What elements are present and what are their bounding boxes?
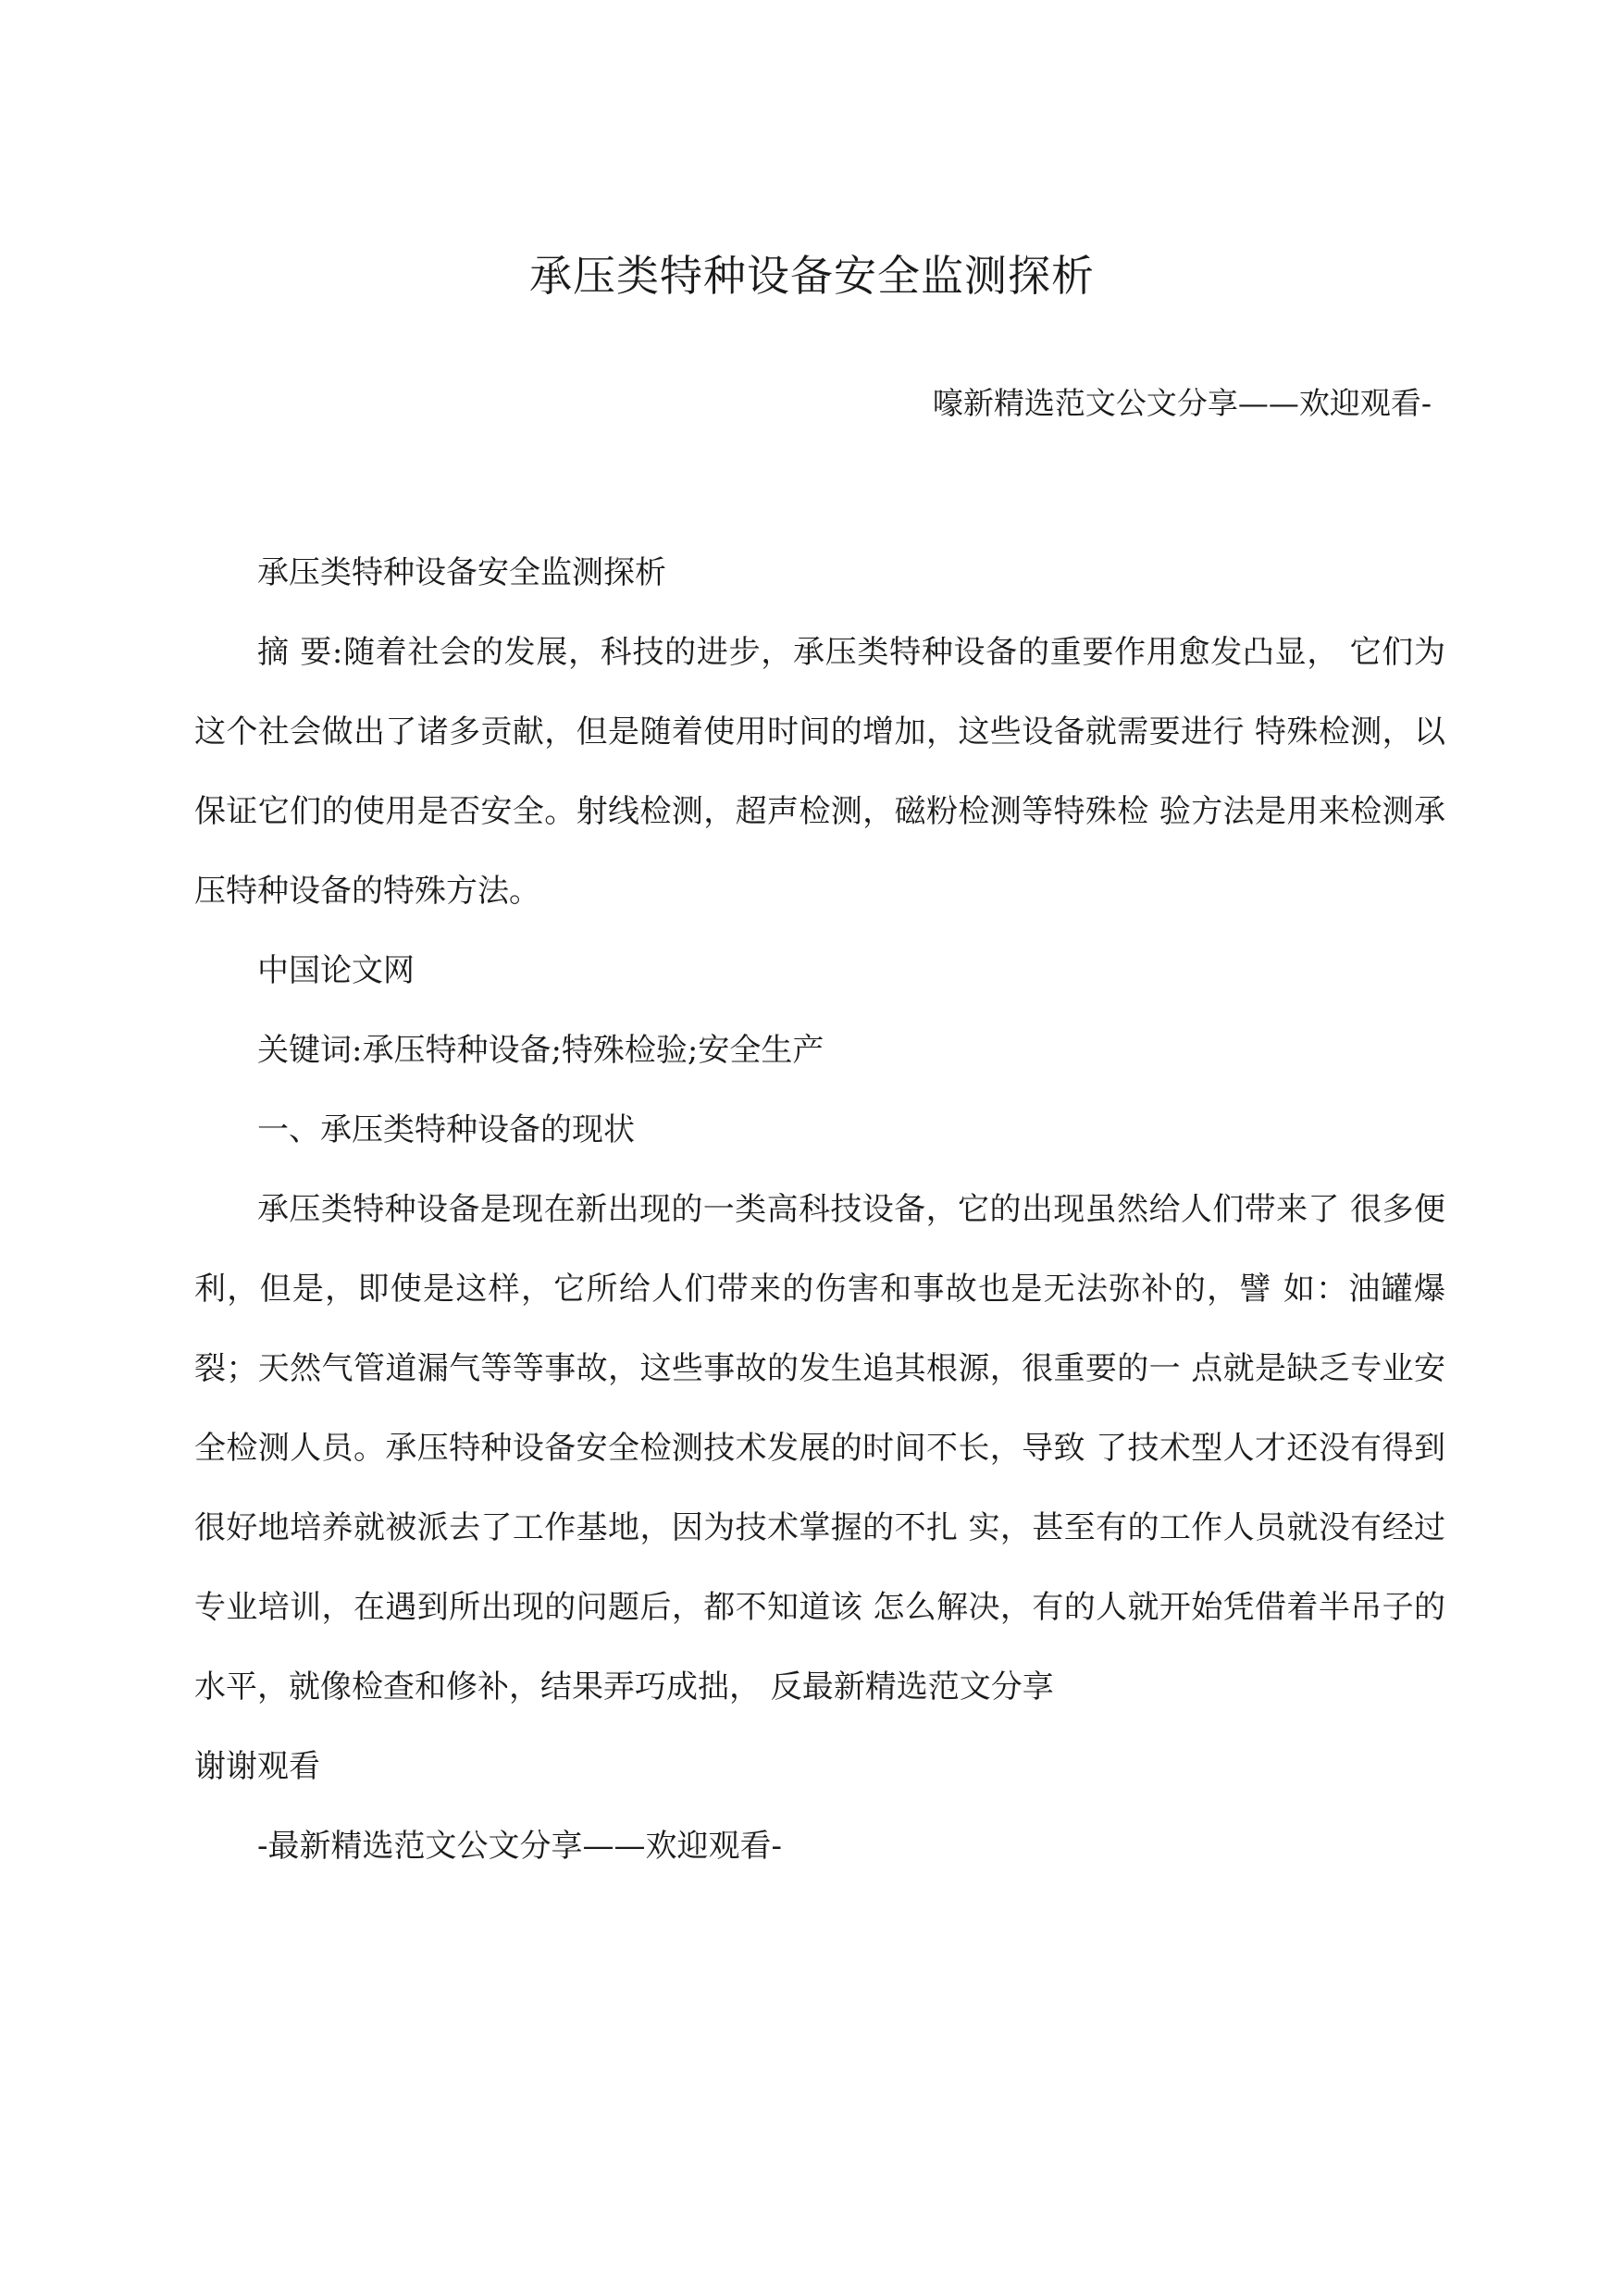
abstract-paragraph: 摘 要:随着社会的发展，科技的进步，承压类特种设备的重要作用愈发凸显， 它们为这个社会做出了诸多贡献，但是随着使用时间的增加，这些设备就需要进行 特殊检测，以保证它们的使用是否安全。射线检测，超声检测，磁粉检测等特殊检 验方法是用来检测承压特种设备的特殊方法。 — [194, 634, 1445, 910]
source-line: 中国论文网 — [257, 952, 415, 989]
body-paragraph: 承压类特种设备是现在新出现的一类高科技设备，它的出现虽然给人们带来了 很多便利，但是，即使是这样，它所给人们带来的伤害和事故也是无法弥补的，譬 如：油罐爆裂；天然气管道漏气等等事故，这些事故的发生追其根源，很重要的一 点就是缺乏专业安全检测人员。承压特种设备安全检测技术发展的时间不长，导致 了技术型人才还没有得到很好地培养就被派去了工作基地，因为技术掌握的不扎 实，甚至有的工作人员就没有经过专业培训，在遇到所出现的问题后，都不知道该 怎么解决，有的人就开始凭借着半吊子的水平，就像检查和修补，结果弄巧成拙， 反最新精选范文分享 — [194, 1191, 1445, 1706]
document-byline: 嚎新精选范文公文分享——欢迎观看- — [932, 385, 1432, 421]
keywords-line: 关键词:承压特种设备;特殊检验;安全生产 — [257, 1032, 824, 1069]
document-title: 承压类特种设备安全监测探析 — [529, 251, 1095, 301]
thanks-line: 谢谢观看 — [194, 1748, 320, 1785]
section-heading: 承压类特种设备安全监测探析 — [257, 554, 666, 591]
section-heading-1: 一、承压类特种设备的现状 — [257, 1111, 635, 1148]
footer-line: -最新精选范文公文分享——欢迎观看- — [257, 1828, 782, 1865]
document-body — [194, 533, 1445, 1886]
